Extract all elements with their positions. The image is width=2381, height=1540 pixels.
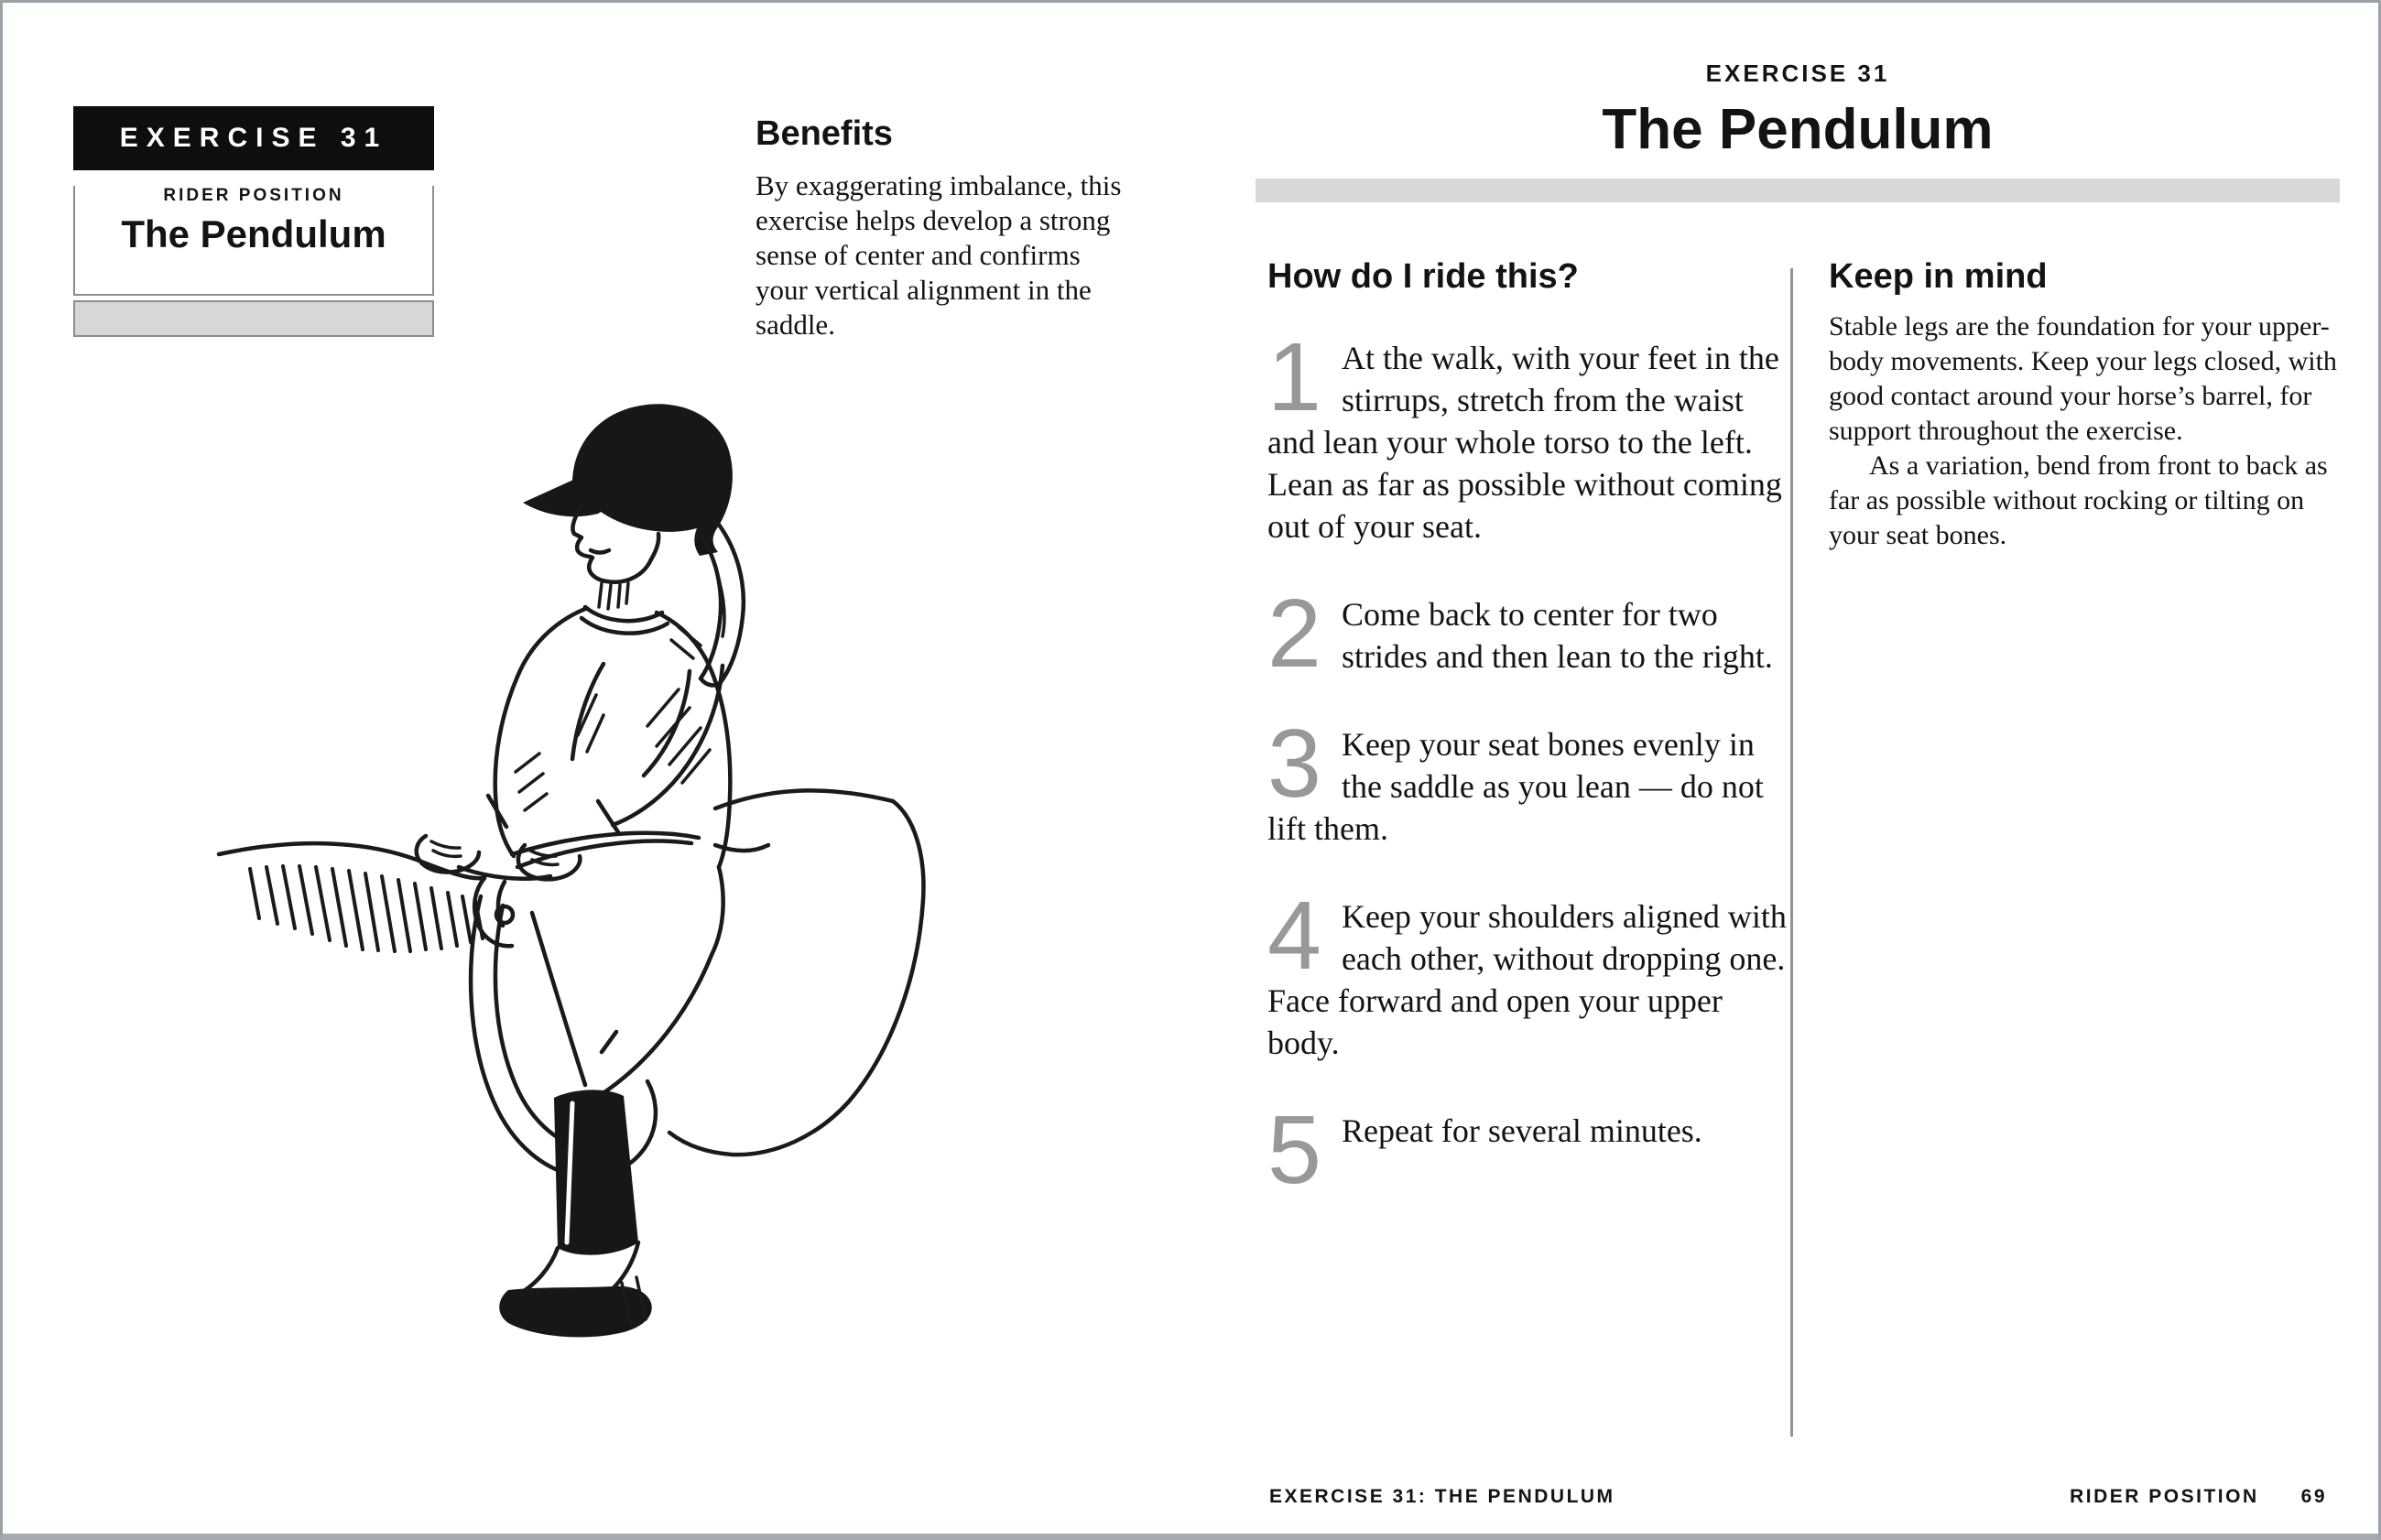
keep-in-mind-heading: Keep in mind [1829,257,2048,296]
step-3 [1267,710,1797,850]
step-4 [1267,882,1797,1064]
column-divider-rule [1790,268,1793,1437]
right-page-header [1256,60,2340,202]
footer-page-number: 69 [2300,1486,2327,1507]
exercise-category-label: RIDER POSITION [163,186,344,205]
step-1-text: At the walk, with your feet in the stirrups, stretch from the waist and lean your whole torso to the left. Lean as far as possible without coming out of your seat. [1267,340,1782,545]
benefits-heading: Benefits [756,114,893,153]
exercise-title-small: The Pendulum [121,212,386,255]
step-5 [1267,1096,1797,1204]
keep-in-mind-section [1829,257,2342,553]
step-4-number: 4 [1267,882,1321,990]
step-3-number: 3 [1267,710,1321,818]
how-to-heading: How do I ride this? [1267,257,1579,296]
title-underline-bar [1256,179,2340,202]
exercise-number-eyebrow: EXERCISE 31 [1705,60,1890,87]
step-2-number: 2 [1267,580,1321,688]
step-4-text: Keep your shoulders aligned with each other, without dropping one. Face forward and open your upper body. [1267,898,1787,1061]
keep-in-mind-paragraph-1: Stable legs are the foundation for your upper-body movements. Keep your legs closed, with good contact around your horse’s barrel, for support throughout the exercise. [1829,311,2337,446]
benefits-text: By exaggerating imbalance, this exercise helps develop a strong sense of center and confirms your vertical alignment in the saddle. [756,169,1122,341]
exercise-box-body [73,186,434,296]
rider-lines [417,404,744,1337]
benefits-section [756,114,1133,342]
step-1-number: 1 [1267,323,1321,431]
exercise-number-banner: EXERCISE 31 [73,106,434,170]
step-5-number: 5 [1267,1096,1321,1204]
step-5-text: Repeat for several minutes. [1341,1112,1702,1149]
running-footer-right [2070,1486,2327,1508]
exercise-box-gray-strip [73,300,434,337]
how-to-section [1267,257,1797,1232]
rider-on-horse-sketch [213,387,946,1394]
step-1 [1267,323,1797,548]
exercise-label-box [73,106,434,337]
step-2-text: Come back to center for two strides and then lean to the right. [1341,596,1773,675]
step-3-text: Keep your seat bones evenly in the saddle as you lean — do not lift them. [1267,726,1764,847]
rider-illustration [213,387,946,1394]
page-title: The Pendulum [1602,98,1994,161]
step-2 [1267,580,1797,688]
running-footer-left: EXERCISE 31: THE PENDULUM [1269,1486,1615,1507]
keep-in-mind-paragraph-2: As a variation, bend from front to back as far as possible without rocking or tilting on your seat bones. [1829,450,2328,550]
footer-section-label: RIDER POSITION [2070,1486,2259,1507]
